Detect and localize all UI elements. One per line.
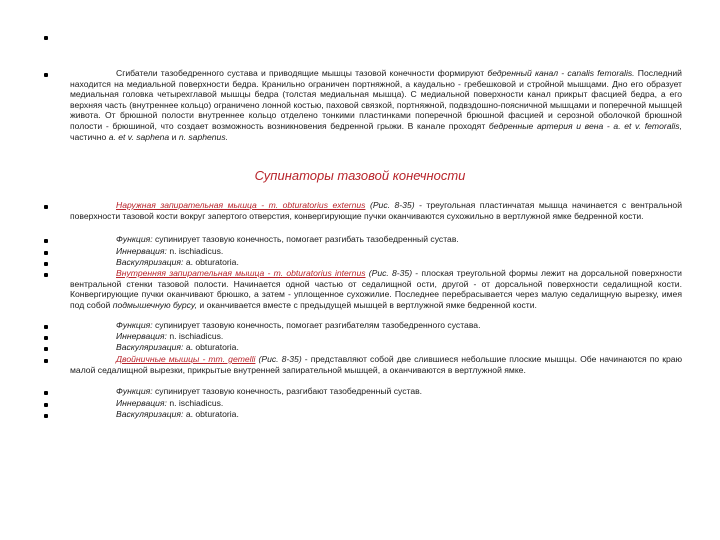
- bullet-m1-vasc: [44, 262, 48, 266]
- term-femoral-canal: бедренный канал - canalis femoralis.: [487, 68, 635, 78]
- bullet-m3-vasc: [44, 414, 48, 418]
- bullet-m3-innervation: [44, 403, 48, 407]
- m3-innervation: [70, 398, 682, 409]
- m3-vasc: [70, 409, 682, 420]
- m2-function-label: Функция:: [116, 320, 153, 330]
- m2-innervation-label: Иннервация:: [116, 331, 167, 341]
- term-femoral-vessels: бедренные артерия и вена - a. et v. femoralis,: [488, 120, 682, 131]
- m1-function-text: супинирует тазовую конечность, помогает разгибать тазобедренный сустав.: [154, 234, 459, 244]
- m2-vasc-label: Васкуляризация:: [116, 342, 184, 352]
- m3-function-text: супинирует тазовую конечность, разгибают тазобедренный сустав.: [154, 386, 423, 396]
- intro-paragraph: [70, 68, 682, 142]
- m3-description: [70, 354, 682, 375]
- m1-vasc-text: a. obturatoria.: [185, 257, 239, 267]
- m1-function: [70, 234, 682, 245]
- m3-desc: - представляют собой две слившиеся небольшие плоские мышцы. Обе начинаются по краю малой седалищной вырезки, прикрытые внутренней запирательной мышцей, а оканчиваются в вертлужной ямке.: [70, 354, 683, 375]
- section-heading: Супинаторы тазовой конечности: [254, 168, 466, 183]
- intro-text-3: частично: [70, 131, 107, 142]
- m2-innervation: [70, 331, 682, 342]
- m1-innervation: [70, 246, 682, 257]
- m2-function-text: супинирует тазовую конечность, помогает разгибателям тазобедренного сустава.: [154, 320, 481, 330]
- m2-name-link[interactable]: Внутренняя запирательная мышца - m. obturatorius internus: [116, 268, 366, 278]
- bullet-m2-innervation: [44, 336, 48, 340]
- bullet-m3-function: [44, 391, 48, 395]
- m1-desc: - треугольная пластинчатая мышца начинается с вентральной поверхности тазовой кости вокруг запертого отверстия, конвергирующие пучки оканчиваются сухожильно в вертлужной ямке бедренной кости.: [70, 200, 683, 221]
- m1-description: [70, 200, 682, 221]
- m1-vasc-label: Васкуляризация:: [116, 257, 184, 267]
- m2-figure-ref: (Рис. 8-35): [368, 268, 413, 278]
- bullet-m1-function: [44, 239, 48, 243]
- bullet-m2-function: [44, 325, 48, 329]
- bullet-m2-vasc: [44, 347, 48, 351]
- m3-figure-ref: (Рис. 8-35): [258, 354, 302, 364]
- bullet-m1: [44, 205, 48, 209]
- m3-innervation-text: n. ischiadicus.: [169, 398, 224, 408]
- m3-innervation-label: Иннервация:: [116, 398, 167, 408]
- bullet-m2: [44, 273, 48, 277]
- m1-function-label: Функция:: [116, 234, 153, 244]
- m2-innervation-text: n. ischiadicus.: [169, 331, 224, 341]
- m1-figure-ref: (Рис. 8-35): [369, 200, 415, 210]
- bullet-m3: [44, 359, 48, 363]
- m3-function-label: Функция:: [116, 386, 153, 396]
- intro-text-1: Сгибатели тазобедренного сустава и приводящие мышцы тазовой конечности формируют: [116, 68, 485, 78]
- m3-vasc-text: a. obturatoria.: [185, 409, 239, 419]
- term-saphenus: n. saphenus.: [178, 131, 229, 142]
- m1-vasc: [70, 257, 682, 268]
- m2-function: [70, 320, 682, 331]
- bullet-intro: [44, 73, 48, 77]
- m2-description: [70, 268, 682, 310]
- bullet-m1-innervation: [44, 251, 48, 255]
- m2-desc-1: - плоская треугольной формы лежит на дорсальной поверхности вентральной стенки тазовой полости. Начинается одной частью от седалищной ости, другой - от дорсальной поверхности седалищной кости. Конвергирующие пучки оканчивают брюшко, а затем - уплощенное сухожилие. Последнее перебрасывается через малую седалищную вырезку, имея под собой: [70, 268, 682, 310]
- term-saphena: a. et v. saphena: [108, 131, 170, 142]
- intro-text-4: и: [171, 131, 177, 142]
- m3-vasc-label: Васкуляризация:: [116, 409, 184, 419]
- m1-innervation-text: n. ischiadicus.: [169, 246, 224, 256]
- intro-text-2: Последний находится на медиальной поверхности бедра. Кранильно ограничен портняжной, а каудально - гребешковой и стройной мышцами. Дно его образует медиальная головка четырехглавой мышцы бедра (толстая медиальная мышца). С медиальной поверхности канал прикрыт фасцией бедра, а его верхняя часть (внутреннее кольцо) ограничено лонной костью, паховой связкой, портняжной, подвздошно-поясничной мышцами и поперечной мышцей живота. От брюшной полости внутреннее кольцо отделено тонкими пластинками поперечной брюшной фасцией и серозной оболочкой брюшной полости - брюшиной, что создает возможность возникновения бедренной грыжи. В канале проходят: [70, 68, 682, 131]
- bullet-empty: [44, 36, 48, 40]
- m2-vasc: [70, 342, 682, 353]
- m1-name-link[interactable]: Наружная запирательная мышца - m. obturatorius externus: [116, 200, 366, 210]
- m3-function: [70, 386, 682, 397]
- m2-vasc-text: a. obturatoria.: [185, 342, 239, 352]
- m1-innervation-label: Иннервация:: [116, 246, 167, 256]
- m2-bursa: подмышечную бурсу,: [112, 299, 197, 310]
- m3-name-link[interactable]: Двойничные мышцы - mm. gemelli: [116, 354, 256, 364]
- m2-desc-2: и оканчивается вместе с предыдущей мышцей в вертлужной ямке бедренной кости.: [199, 299, 537, 310]
